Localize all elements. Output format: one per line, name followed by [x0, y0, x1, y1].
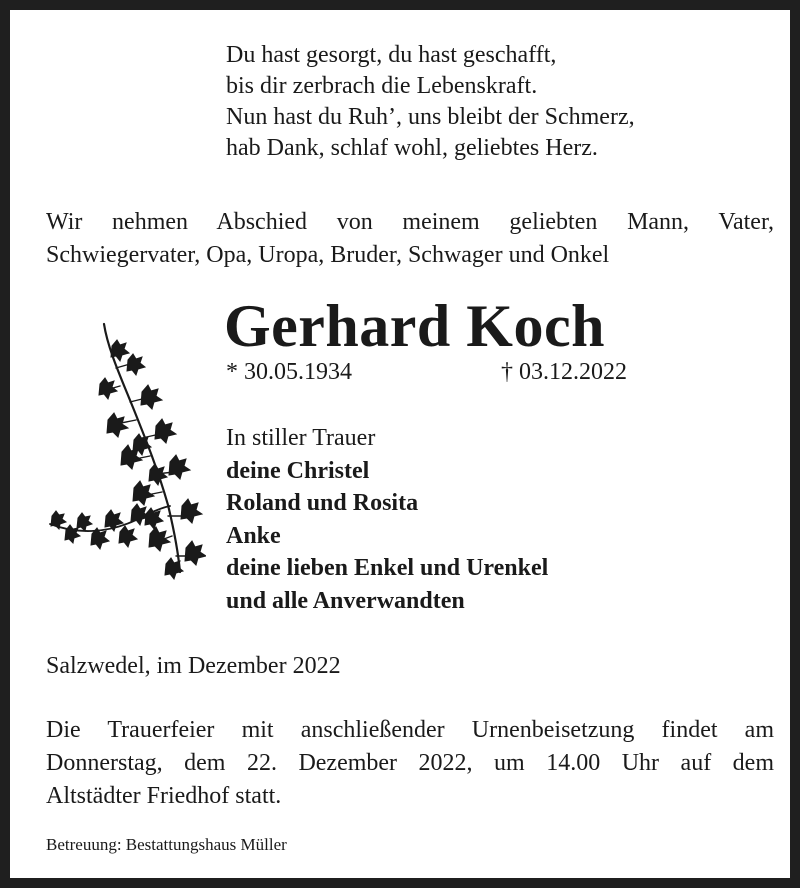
birth-date: * 30.05.1934 — [226, 359, 352, 385]
poem-line: Nun hast du Ruh’, uns bleibt der Schmerz, — [226, 104, 635, 130]
poem-line: hab Dank, schlaf wohl, geliebtes Herz. — [226, 135, 598, 161]
ceremony-notice — [46, 714, 774, 813]
mourning-heading: In stiller Trauer — [226, 425, 376, 451]
ceremony-line: Altstädter Friedhof statt. — [46, 783, 282, 809]
poem — [226, 40, 635, 164]
intro-line: Wir nehmen Abschied von meinem geliebten Mann, Vater, — [46, 209, 774, 235]
mourner-name: Roland und Rosita — [226, 490, 419, 516]
poem-line: bis dir zerbrach die Lebenskraft. — [226, 73, 538, 99]
mourner-name: deine Christel — [226, 457, 370, 484]
mourner-name: deine lieben Enkel und Urenkel — [226, 555, 549, 581]
mourners-block — [226, 422, 548, 617]
funeral-home-credit: Betreuung: Bestattungshaus Müller — [46, 835, 287, 854]
ivy-icon — [46, 320, 206, 580]
ceremony-line: Donnerstag, dem 22. Dezember 2022, um 14.00 Uhr auf dem — [46, 750, 774, 776]
ceremony-line: Die Trauerfeier mit anschließender Urnenbeisetzung findet am — [46, 717, 774, 743]
farewell-intro — [46, 206, 774, 272]
mourner-name: und alle Anverwandten — [226, 587, 465, 614]
death-date: † 03.12.2022 — [501, 359, 627, 385]
place-date: Salzwedel, im Dezember 2022 — [46, 653, 341, 679]
deceased-name: Gerhard Koch — [224, 293, 605, 359]
intro-line: Schwiegervater, Opa, Uropa, Bruder, Schwager und Onkel — [46, 242, 610, 268]
poem-line: Du hast gesorgt, du hast geschafft, — [226, 42, 557, 68]
mourner-name: Anke — [226, 522, 281, 549]
